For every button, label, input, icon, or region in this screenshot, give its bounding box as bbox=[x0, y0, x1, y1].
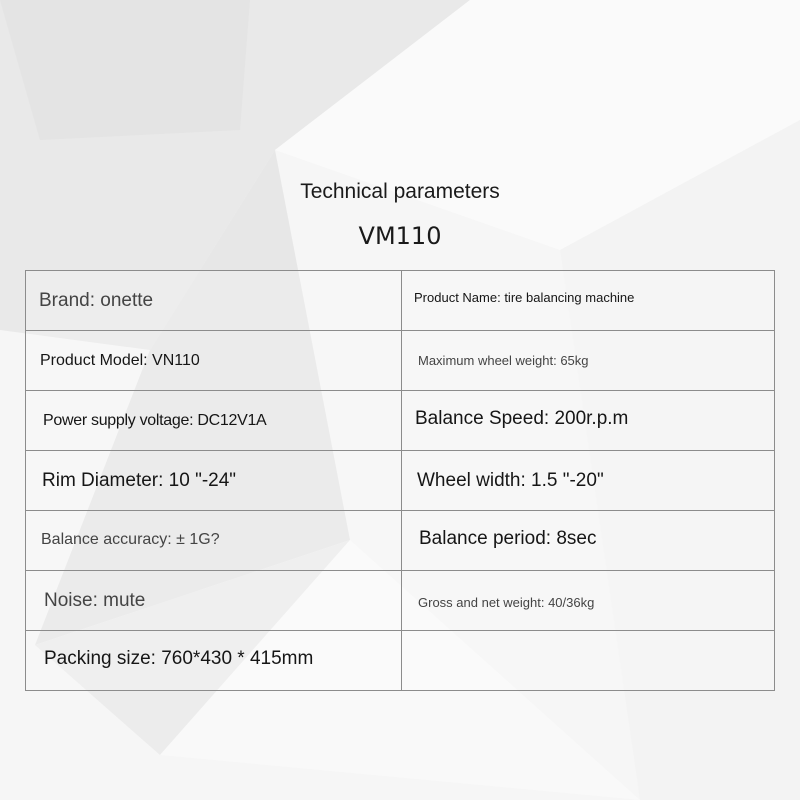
parameters-table bbox=[25, 270, 775, 691]
balance-accuracy-text: Balance accuracy: ± 1G? bbox=[41, 530, 220, 548]
table-row bbox=[26, 331, 775, 391]
table-cell bbox=[26, 571, 402, 631]
page-title: Technical parameters bbox=[300, 180, 500, 203]
table-row bbox=[26, 511, 775, 571]
noise-text: Noise: mute bbox=[44, 589, 146, 611]
table-cell bbox=[26, 631, 402, 691]
rim-diameter-text: Rim Diameter: 10 "-24" bbox=[42, 469, 237, 491]
table-cell-empty bbox=[402, 631, 775, 691]
table-cell bbox=[26, 451, 402, 511]
table-cell bbox=[26, 391, 402, 451]
gross-net-weight-text: Gross and net weight: 40/36kg bbox=[418, 595, 595, 610]
table-cell bbox=[26, 331, 402, 391]
table-row bbox=[26, 571, 775, 631]
table-cell bbox=[402, 571, 775, 631]
table-row bbox=[26, 271, 775, 331]
model-heading: VM110 bbox=[358, 222, 442, 250]
table-cell bbox=[402, 331, 775, 391]
power-supply-text: Power supply voltage: DC12V1A bbox=[43, 411, 267, 429]
wheel-width-text: Wheel width: 1.5 "-20" bbox=[417, 469, 604, 491]
product-model-text: Product Model: VN110 bbox=[40, 351, 200, 369]
table-cell bbox=[402, 511, 775, 571]
balance-period-text: Balance period: 8sec bbox=[419, 528, 597, 549]
table-row bbox=[26, 451, 775, 511]
table-cell bbox=[402, 271, 775, 331]
table-row bbox=[26, 631, 775, 691]
brand-text: Brand: onette bbox=[39, 289, 154, 311]
table-cell bbox=[402, 391, 775, 451]
packing-size-text: Packing size: 760*430 * 415mm bbox=[44, 647, 314, 669]
table-cell bbox=[26, 511, 402, 571]
table-cell bbox=[402, 451, 775, 511]
table-row bbox=[26, 391, 775, 451]
product-name-text: Product Name: tire balancing machine bbox=[414, 290, 635, 305]
max-wheel-weight-text: Maximum wheel weight: 65kg bbox=[418, 353, 589, 368]
balance-speed-text: Balance Speed: 200r.p.m bbox=[415, 407, 629, 429]
table-cell bbox=[26, 271, 402, 331]
